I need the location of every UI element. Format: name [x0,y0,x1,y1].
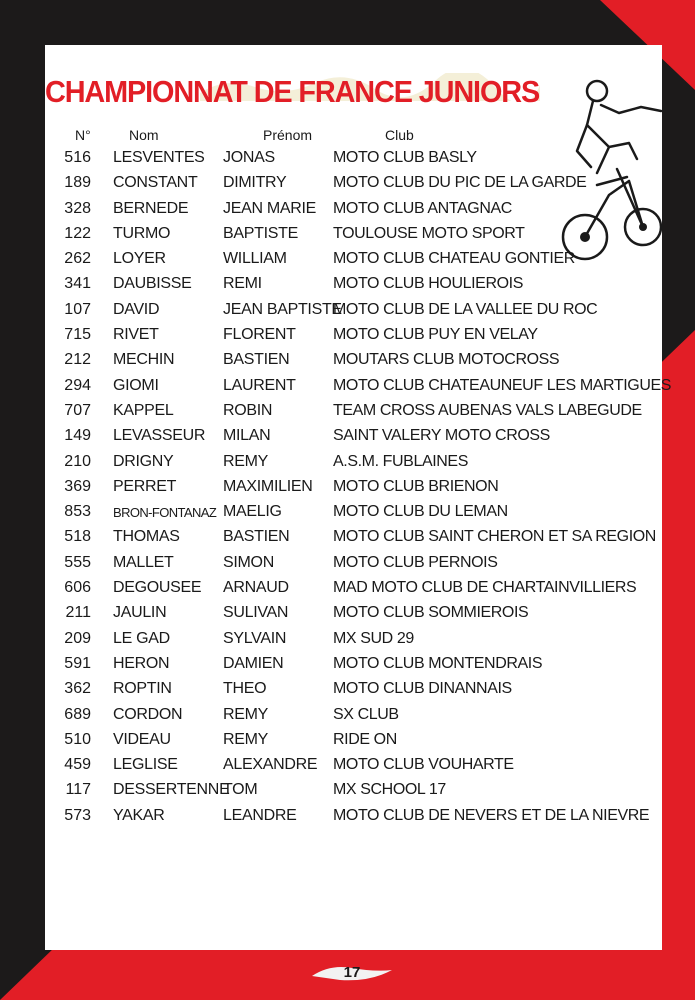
cell-club: MOTO CLUB SOMMIEROIS [333,604,529,622]
table-row [45,500,662,525]
cell-num: 516 [64,149,91,166]
cell-prenom: THEO [223,680,267,698]
cell-num: 122 [64,224,91,242]
cell-num: 510 [64,730,91,748]
table-row [45,399,662,424]
cell-nom: MALLET [113,553,174,571]
cell-num: 689 [64,705,91,723]
cell-nom: THOMAS [113,528,180,546]
table-row [45,247,662,272]
cell-club: MOTO CLUB DU PIC DE LA GARDE [333,174,587,192]
header-prenom: Prénom [263,127,313,143]
table-row [45,525,662,550]
page-title: CHAMPIONNAT DE FRANCE JUNIORS [45,74,540,109]
cell-prenom: REMY [223,452,269,470]
table-row [45,601,662,626]
cell-num: 209 [64,629,91,647]
cell-num: 606 [64,579,91,597]
cell-num: 573 [64,806,91,824]
table-row [45,728,662,753]
table-row [45,804,662,829]
cell-prenom: JONAS [223,149,275,166]
cell-num: 369 [64,477,91,495]
cell-prenom: SULIVAN [223,604,289,622]
cell-club: TEAM CROSS AUBENAS VALS LABEGUDE [333,401,642,419]
cell-prenom: BAPTISTE [223,224,298,242]
cell-nom: DESSERTENNE [113,781,230,799]
cell-nom: DAUBISSE [113,275,192,293]
cell-num: 210 [64,452,91,470]
cell-num: 262 [64,250,91,268]
cell-club: RIDE ON [333,730,397,748]
cell-nom: KAPPEL [113,401,174,419]
cell-club: MOTO CLUB DE LA VALLEE DU ROC [333,300,598,318]
cell-prenom: DIMITRY [223,174,287,192]
cell-num: 555 [64,553,91,571]
results-sheet [45,45,672,950]
cell-prenom: BASTIEN [223,528,290,546]
cell-nom: VIDEAU [113,730,171,748]
table-row [45,627,662,652]
cell-nom: TURMO [113,224,171,242]
table-row [45,450,662,475]
cell-nom: DEGOUSEE [113,579,202,597]
cell-num: 341 [64,275,91,293]
cell-club: MOTO CLUB DINANNAIS [333,680,512,698]
cell-club: MOTO CLUB BRIENON [333,477,499,495]
table-row [45,272,662,297]
table-row [45,551,662,576]
table-row [45,475,662,500]
cell-num: 715 [64,326,91,344]
cell-club: MOTO CLUB PERNOIS [333,553,498,571]
table-row [45,348,662,373]
cell-num: 518 [64,528,91,546]
cell-nom: ROPTIN [113,680,172,698]
cell-prenom: ARNAUD [223,579,289,597]
cell-num: 328 [64,199,91,217]
cell-prenom: ALEXANDRE [223,756,318,774]
cell-nom: BERNEDE [113,199,189,217]
cell-club: MOTO CLUB MONTENDRAIS [333,654,543,672]
cell-prenom: MILAN [223,427,271,445]
table-row [45,146,662,171]
cell-prenom: REMY [223,730,269,748]
table-row [45,171,662,196]
cell-nom: PERRET [113,477,177,495]
cell-club: MOTO CLUB HOULIEROIS [333,275,523,293]
cell-club: MAD MOTO CLUB DE CHARTAINVILLIERS [333,579,637,597]
cell-club: MOTO CLUB CHATEAU GONTIER [333,250,575,268]
cell-nom: YAKAR [113,806,165,824]
cell-nom: CORDON [113,705,183,723]
cell-prenom: DAMIEN [223,654,284,672]
cell-num: 117 [65,781,91,799]
cell-nom: LOYER [113,250,166,268]
cell-num: 591 [64,654,91,672]
cell-num: 107 [64,300,91,318]
page-number-badge [310,962,394,984]
table-row [45,677,662,702]
table-row [45,576,662,601]
table-row [45,703,662,728]
cell-num: 294 [64,376,91,394]
cell-prenom: BASTIEN [223,351,290,369]
page-number: 17 [343,964,361,981]
cell-club: MOUTARS CLUB MOTOCROSS [333,351,560,369]
cell-prenom: MAXIMILIEN [223,477,313,495]
cell-prenom: TOM [223,781,258,799]
cell-nom: MECHIN [113,351,175,369]
cell-nom: LE GAD [113,629,170,647]
cell-num: 853 [64,503,91,521]
table-row [45,778,662,803]
cell-prenom: MAELIG [223,503,282,521]
header-nom: Nom [129,127,159,143]
table-row [45,652,662,677]
table-header [45,127,645,145]
cell-prenom: LAURENT [223,376,296,394]
header-num: N° [75,127,91,143]
cell-club: MX SUD 29 [333,629,414,647]
cell-nom: JAULIN [113,604,167,622]
header-club: Club [385,127,414,143]
cell-prenom: SIMON [223,553,274,571]
cell-club: MOTO CLUB BASLY [333,149,477,166]
cell-prenom: LEANDRE [223,806,297,824]
cell-club: A.S.M. FUBLAINES [333,452,468,470]
table-row [45,222,662,247]
cell-prenom: ROBIN [223,401,273,419]
cell-num: 707 [64,401,91,419]
cell-club: MOTO CLUB DE NEVERS ET DE LA NIEVRE [333,806,650,824]
cell-club: MOTO CLUB ANTAGNAC [333,199,512,217]
cell-nom: LEVASSEUR [113,427,206,445]
table-row [45,753,662,778]
table-row [45,298,662,323]
cell-club: MOTO CLUB SAINT CHERON ET SA REGION [333,528,656,546]
cell-prenom: WILLIAM [223,250,287,268]
table-row [45,374,672,399]
cell-prenom: REMI [223,275,262,293]
table-row [45,197,662,222]
cell-num: 459 [64,756,91,774]
cell-prenom: JEAN BAPTISTE [223,300,342,318]
cell-club: MOTO CLUB PUY EN VELAY [333,326,538,344]
cell-nom: BRON-FONTANAZ [113,505,217,521]
cell-club: MOTO CLUB DU LEMAN [333,503,508,521]
cell-num: 189 [64,174,91,192]
cell-prenom: FLORENT [223,326,296,344]
cell-club: MOTO CLUB CHATEAUNEUF LES MARTIGUES [333,376,672,394]
cell-nom: GIOMI [113,376,159,394]
cell-prenom: REMY [223,705,269,723]
table-row [45,323,662,348]
cell-num: 149 [64,427,91,445]
cell-nom: DAVID [113,300,160,318]
cell-num: 362 [64,680,91,698]
cell-prenom: SYLVAIN [223,629,287,647]
results-table [45,146,672,829]
cell-club: MOTO CLUB VOUHARTE [333,756,514,774]
cell-club: MX SCHOOL 17 [333,781,446,799]
cell-num: 211 [65,604,91,622]
cell-num: 212 [64,351,91,369]
cell-nom: CONSTANT [113,174,198,192]
cell-nom: RIVET [113,326,159,344]
table-row [45,424,662,449]
cell-nom: HERON [113,654,170,672]
cell-nom: LESVENTES [113,149,205,166]
cell-prenom: JEAN MARIE [223,199,317,217]
cell-club: SX CLUB [333,705,399,723]
cell-club: TOULOUSE MOTO SPORT [333,224,525,242]
cell-nom: LEGLISE [113,756,178,774]
cell-nom: DRIGNY [113,452,174,470]
cell-club: SAINT VALERY MOTO CROSS [333,427,550,445]
